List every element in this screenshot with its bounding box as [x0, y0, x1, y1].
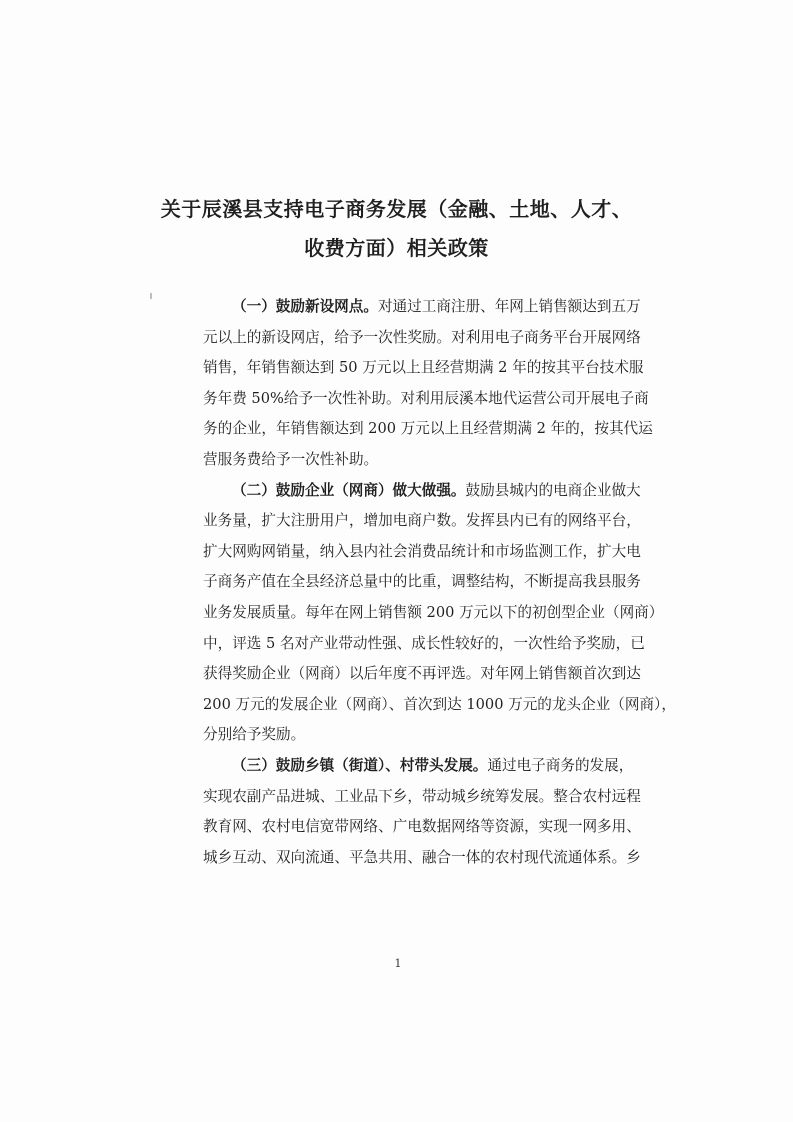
- paragraph-line: 务年费 50%给予一次性补助。对利用辰溪本地代运营公司开展电子商: [203, 389, 649, 407]
- paragraph-lead: （二）鼓励企业（网商）做大做强。: [232, 481, 466, 499]
- paragraph-line: 获得奖励企业（网商）以后年度不再评选。对年网上销售额首次到达: [203, 665, 641, 683]
- paragraph-line: 子商务产值在全县经济总量中的比重，调整结构，不断提高我县服务: [203, 573, 641, 591]
- paragraph-text: 鼓励县城内的电商企业做大: [465, 481, 641, 499]
- paragraph-line: 业务量，扩大注册用户，增加电商户数。发挥县内已有的网络平台，: [203, 512, 641, 530]
- document-title: [160, 190, 633, 268]
- paragraph-line: 业务发展质量。每年在网上销售额 200 万元以下的初创型企业（网商）: [203, 603, 664, 621]
- paragraph-first-line: [203, 751, 634, 782]
- paragraph-text: 通过电子商务的发展，: [487, 756, 634, 774]
- paragraph-lead: （三）鼓励乡镇（街道）、村带头发展。: [232, 756, 488, 774]
- paragraph-line: 200 万元的发展企业（网商）、首次到达 1000 万元的龙头企业（网商），: [203, 695, 676, 713]
- paragraph-lead: （一）鼓励新设网点。: [232, 298, 378, 315]
- paragraph-line: 务的企业，年销售额达到 200 万元以上且经营期满 2 年的，按其代运: [203, 420, 653, 438]
- paragraph-line: 城乡互动、双向流通、平急共用、融合一体的农村现代流通体系。乡: [203, 848, 641, 866]
- paragraph-first-line: [203, 292, 641, 323]
- paragraph-first-line: [203, 476, 641, 507]
- title-line-2: 收费方面）相关政策: [304, 236, 489, 260]
- page-number: 1: [394, 957, 402, 970]
- paragraph-line: 销售，年销售额达到 50 万元以上且经营期满 2 年的按其平台技术服: [203, 359, 644, 377]
- paragraph-3: [203, 751, 641, 873]
- paragraph-line: 教育网、农村电信宽带网络、广电数据网络等资源，实现一网多用、: [203, 818, 641, 836]
- paragraph-2: [203, 476, 676, 751]
- title-line-1: 关于辰溪县支持电子商务发展（金融、土地、人才、: [160, 197, 633, 221]
- paragraph-line: 分别给予奖励。: [203, 726, 306, 744]
- paragraph-line: 中，评选 5 名对产业带动性强、成长性较好的，一次性给予奖励，已: [203, 634, 645, 652]
- paragraph-1: [203, 292, 653, 476]
- paragraph-line: 元以上的新设网店，给予一次性奖励。对利用电子商务平台开展网络: [203, 328, 641, 346]
- paragraph-line: 实现农副产品进城、工业品下乡，带动城乡统筹发展。整合农村远程: [203, 787, 641, 805]
- document-body: [203, 292, 676, 873]
- paragraph-line: 扩大网购网销量，纳入县内社会消费品统计和市场监测工作，扩大电: [203, 542, 641, 560]
- scan-artifact-mark: [150, 293, 152, 299]
- paragraph-line: 营服务费给予一次性补助。: [203, 450, 379, 468]
- paragraph-text: 对通过工商注册、年网上销售额达到五万: [377, 298, 641, 315]
